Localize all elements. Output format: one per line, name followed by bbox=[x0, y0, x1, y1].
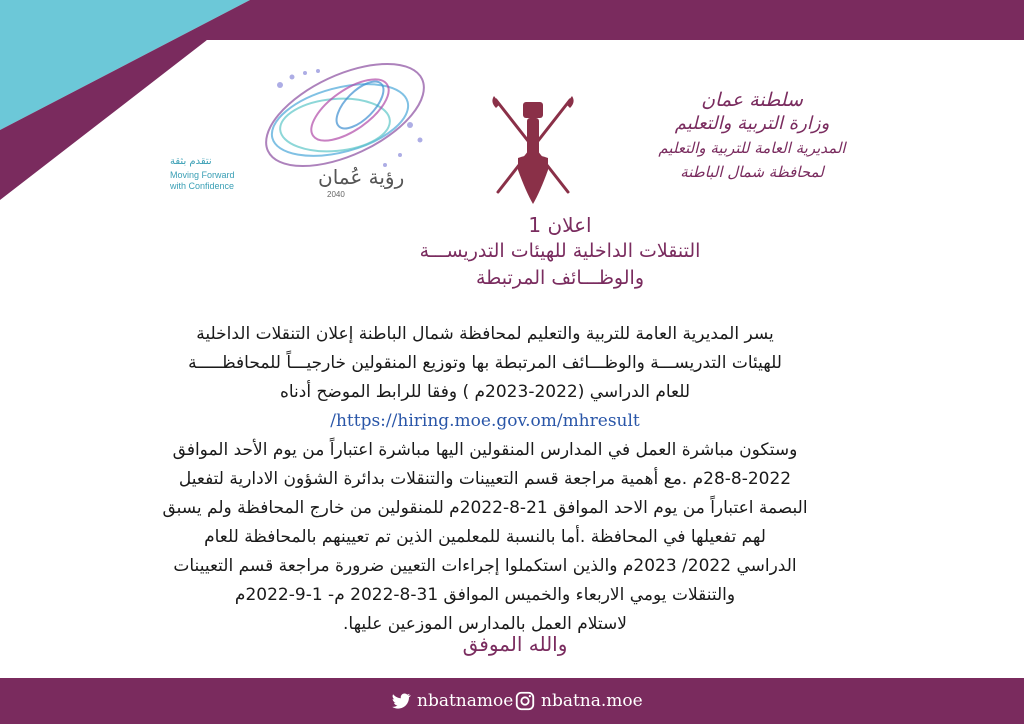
body-line: لاستلام العمل بالمدارس الموزعين عليها. bbox=[343, 614, 627, 634]
oman-khanjar-emblem-icon bbox=[488, 92, 578, 212]
vision-tagline-en-line2: with Confidence bbox=[170, 181, 235, 191]
instagram-link[interactable] bbox=[514, 678, 643, 724]
vision-tagline-en bbox=[170, 170, 250, 192]
body-line: والتنقلات يومي الاربعاء والخميس الموافق 31-8-2022 م- 1-9-2022م bbox=[234, 585, 736, 605]
oman-vision-logo bbox=[170, 55, 440, 215]
link-line bbox=[60, 407, 910, 436]
vision-year: 2040 bbox=[327, 190, 345, 199]
oman-emblem bbox=[488, 92, 578, 212]
body-line: لهم تفعيلها في المحافظة .أما بالنسبة للمعلمين الذين تم تعيينهم بالمحافظة للعام bbox=[204, 527, 766, 547]
body-line: للهيئات التدريســـة والوظـــائف المرتبطة بها وتوزيع المنقولين خارجيـــاً للمحافظـــــة bbox=[188, 353, 782, 373]
instagram-icon bbox=[514, 690, 536, 712]
ministry-line-governorate: لمحافظة شمال الباطنة bbox=[680, 163, 824, 181]
body-line: للعام الدراسي (2022-2023م ) وفقا للرابط الموضح أدناه bbox=[279, 382, 691, 402]
vision-tagline-en-line1: Moving Forward bbox=[170, 170, 235, 180]
vision-brand-text: رؤية عُمان bbox=[318, 165, 405, 189]
ministry-line-sultanate: سلطنة عمان bbox=[701, 89, 803, 111]
twitter-handle: nbatnamoe bbox=[417, 691, 514, 711]
announcement-heading bbox=[300, 212, 820, 291]
footer-bar bbox=[0, 678, 1024, 724]
announcement-body bbox=[60, 320, 910, 639]
ministry-line-ministry: وزارة التربية والتعليم bbox=[674, 113, 830, 134]
results-link[interactable]: https://hiring.moe.gov.om/mhresult/ bbox=[330, 411, 640, 431]
instagram-handle: nbatna.moe bbox=[541, 691, 643, 711]
twitter-link[interactable] bbox=[390, 678, 513, 724]
body-line: يسر المديرية العامة للتربية والتعليم لمحافظة شمال الباطنة إعلان التنقلات الداخلية bbox=[196, 324, 774, 344]
announcement-subtitle-line2: والوظـــائف المرتبطة bbox=[476, 267, 644, 289]
vision-tagline-ar: نتقدم بثقة bbox=[170, 156, 212, 167]
body-line: البصمة اعتباراً من يوم الاحد الموافق 21-8-2022م للمنقولين من خارج المحافظة ولم يسبق bbox=[162, 498, 808, 518]
logos-row bbox=[0, 40, 1024, 215]
ministry-line-directorate: المديرية العامة للتربية والتعليم bbox=[658, 139, 846, 157]
announcement-subtitle-line1: التنقلات الداخلية للهيئات التدريســـة bbox=[419, 240, 701, 262]
closing-phrase: والله الموفق bbox=[462, 632, 568, 656]
ministry-title-block bbox=[652, 88, 852, 184]
body-line: الدراسي 2022/ 2023م والذين استكملوا إجراءات التعيين ضرورة مراجعة قسم التعيينات bbox=[173, 556, 797, 576]
announcement-title: اعلان 1 bbox=[528, 213, 592, 237]
twitter-icon bbox=[390, 690, 412, 712]
body-line: 28-8-2022م .مع أهمية مراجعة قسم التعيينات والتنقلات بدائرة الشؤون الادارية لتفعيل bbox=[178, 469, 792, 489]
body-line: وستكون مباشرة العمل في المدارس المنقولين اليها مباشرة اعتباراً من يوم الأحد الموافق bbox=[172, 440, 798, 460]
